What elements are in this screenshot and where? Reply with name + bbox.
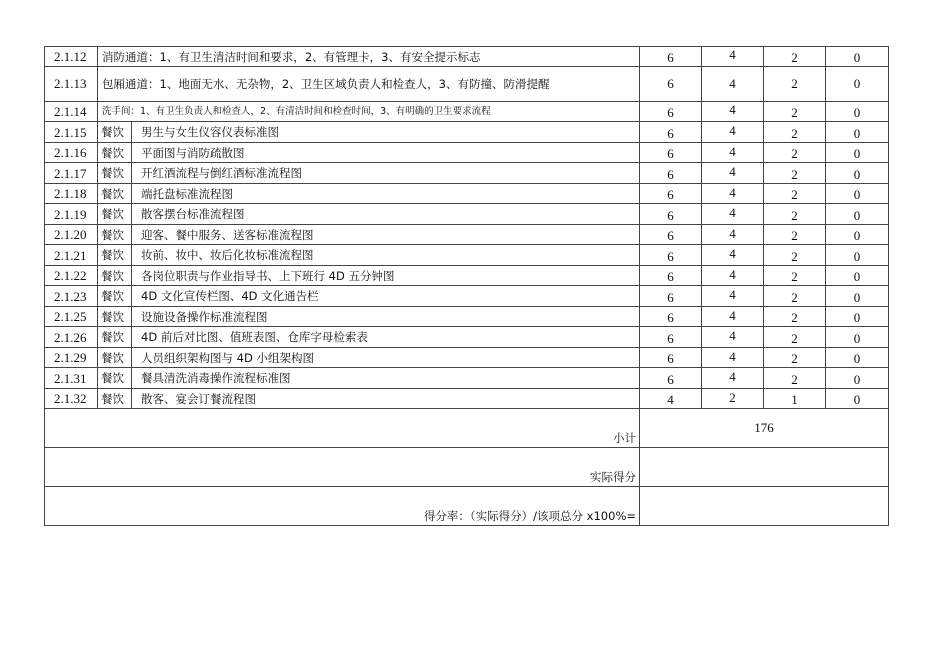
- subtotal-label: 小计: [45, 409, 640, 448]
- item-number: 2.1.20: [45, 225, 98, 245]
- score-option-1[interactable]: 6: [640, 67, 702, 102]
- item-description: 餐具清洗消毒操作流程标准图: [132, 368, 640, 389]
- actual-score-row: [45, 448, 889, 487]
- item-department: 餐饮: [98, 307, 132, 327]
- score-option-4[interactable]: 0: [826, 47, 889, 67]
- score-option-1[interactable]: 6: [640, 327, 702, 348]
- score-rate-row: [45, 487, 889, 526]
- item-department: 餐饮: [98, 143, 132, 163]
- item-number: 2.1.25: [45, 307, 98, 327]
- score-option-1[interactable]: 6: [640, 122, 702, 143]
- score-option-2[interactable]: 4: [702, 245, 764, 266]
- score-option-3[interactable]: 2: [764, 368, 826, 389]
- score-option-3[interactable]: 2: [764, 47, 826, 67]
- item-number: 2.1.15: [45, 122, 98, 143]
- item-description: 迎客、餐中服务、送客标准流程图: [132, 225, 640, 245]
- score-option-1[interactable]: 6: [640, 307, 702, 327]
- score-option-2[interactable]: 4: [702, 368, 764, 389]
- item-department: 餐饮: [98, 163, 132, 184]
- score-option-4[interactable]: 0: [826, 348, 889, 368]
- table-row: [45, 67, 889, 102]
- score-option-4[interactable]: 0: [826, 389, 889, 409]
- score-option-1[interactable]: 6: [640, 184, 702, 204]
- score-option-2[interactable]: 4: [702, 102, 764, 122]
- item-department: 餐饮: [98, 245, 132, 266]
- score-option-4[interactable]: 0: [826, 225, 889, 245]
- score-option-1[interactable]: 6: [640, 245, 702, 266]
- table-row: [45, 102, 889, 122]
- item-number: 2.1.14: [45, 102, 98, 122]
- score-option-3[interactable]: 2: [764, 102, 826, 122]
- score-option-4[interactable]: 0: [826, 67, 889, 102]
- score-option-1[interactable]: 6: [640, 266, 702, 286]
- subtotal-value: 176: [640, 409, 889, 448]
- score-option-4[interactable]: 0: [826, 266, 889, 286]
- score-option-3[interactable]: 2: [764, 348, 826, 368]
- score-option-1[interactable]: 6: [640, 348, 702, 368]
- score-option-2[interactable]: 4: [702, 204, 764, 225]
- table-row: [45, 266, 889, 286]
- score-option-3[interactable]: 2: [764, 143, 826, 163]
- table-body: [45, 47, 889, 409]
- score-option-4[interactable]: 0: [826, 368, 889, 389]
- item-number: 2.1.32: [45, 389, 98, 409]
- item-description: 妆前、妆中、妆后化妆标准流程图: [132, 245, 640, 266]
- score-option-1[interactable]: 4: [640, 389, 702, 409]
- score-option-3[interactable]: 2: [764, 245, 826, 266]
- table-row: [45, 47, 889, 67]
- item-department: 餐饮: [98, 327, 132, 348]
- score-option-3[interactable]: 2: [764, 225, 826, 245]
- score-option-3[interactable]: 2: [764, 122, 826, 143]
- table-row: [45, 184, 889, 204]
- item-department: 餐饮: [98, 389, 132, 409]
- score-rate-label: 得分率：（实际得分）/该项总分 x100%=: [45, 487, 640, 526]
- actual-score-label: 实际得分: [45, 448, 640, 487]
- score-option-2[interactable]: 4: [702, 286, 764, 307]
- score-option-3[interactable]: 2: [764, 286, 826, 307]
- score-option-4[interactable]: 0: [826, 327, 889, 348]
- item-number: 2.1.22: [45, 266, 98, 286]
- table-row: [45, 245, 889, 266]
- item-description: 散客、宴会订餐流程图: [132, 389, 640, 409]
- score-option-4[interactable]: 0: [826, 102, 889, 122]
- table-row: [45, 204, 889, 225]
- score-option-1[interactable]: 6: [640, 47, 702, 67]
- scoring-table: [44, 46, 889, 526]
- item-department: 餐饮: [98, 122, 132, 143]
- score-option-1[interactable]: 6: [640, 204, 702, 225]
- item-number: 2.1.12: [45, 47, 98, 67]
- score-option-4[interactable]: 0: [826, 184, 889, 204]
- score-option-2[interactable]: 4: [702, 225, 764, 245]
- subtotal-row: [45, 409, 889, 448]
- item-description: 平面图与消防疏散图: [132, 143, 640, 163]
- table-row: [45, 286, 889, 307]
- item-department: 餐饮: [98, 368, 132, 389]
- table-row: [45, 307, 889, 327]
- score-option-2[interactable]: 4: [702, 184, 764, 204]
- score-option-2[interactable]: 4: [702, 122, 764, 143]
- score-option-3[interactable]: 2: [764, 307, 826, 327]
- item-description: 设施设备操作标准流程图: [132, 307, 640, 327]
- table-row: [45, 389, 889, 409]
- score-option-1[interactable]: 6: [640, 102, 702, 122]
- summary-section: [45, 409, 889, 526]
- score-option-3[interactable]: 2: [764, 327, 826, 348]
- item-number: 2.1.31: [45, 368, 98, 389]
- item-number: 2.1.13: [45, 67, 98, 102]
- item-number: 2.1.21: [45, 245, 98, 266]
- item-department: 餐饮: [98, 184, 132, 204]
- score-option-2[interactable]: 4: [702, 307, 764, 327]
- table-row: [45, 327, 889, 348]
- table-row: [45, 163, 889, 184]
- item-number: 2.1.26: [45, 327, 98, 348]
- item-department: 餐饮: [98, 225, 132, 245]
- score-option-4[interactable]: 0: [826, 245, 889, 266]
- score-option-1[interactable]: 6: [640, 163, 702, 184]
- item-number: 2.1.29: [45, 348, 98, 368]
- score-option-3[interactable]: 2: [764, 163, 826, 184]
- item-description: 开红酒流程与倒红酒标准流程图: [132, 163, 640, 184]
- item-description: 洗手间：1、有卫生负责人和检查人，2、有清洁时间和检查时间，3、有明确的卫生要求流程: [98, 102, 640, 122]
- item-description: 消防通道：1、有卫生清洁时间和要求，2、有管理卡，3、有安全提示标志: [98, 47, 640, 67]
- item-department: 餐饮: [98, 348, 132, 368]
- score-option-4[interactable]: 0: [826, 307, 889, 327]
- item-number: 2.1.16: [45, 143, 98, 163]
- score-option-2[interactable]: 4: [702, 47, 764, 67]
- item-description: 4D 前后对比图、值班表图、仓库字母检索表: [132, 327, 640, 348]
- item-description: 男生与女生仪容仪表标准图: [132, 122, 640, 143]
- item-department: 餐饮: [98, 286, 132, 307]
- score-option-4[interactable]: 0: [826, 163, 889, 184]
- score-option-2[interactable]: 2: [702, 389, 764, 409]
- table-row: [45, 225, 889, 245]
- score-option-2[interactable]: 4: [702, 143, 764, 163]
- table-row: [45, 143, 889, 163]
- score-option-4[interactable]: 0: [826, 143, 889, 163]
- score-option-1[interactable]: 6: [640, 368, 702, 389]
- score-rate-value[interactable]: [640, 487, 889, 526]
- item-number: 2.1.19: [45, 204, 98, 225]
- score-option-1[interactable]: 6: [640, 225, 702, 245]
- item-description: 人员组织架构图与 4D 小组架构图: [132, 348, 640, 368]
- item-description: 4D 文化宣传栏图、4D 文化通告栏: [132, 286, 640, 307]
- score-option-2[interactable]: 4: [702, 67, 764, 102]
- score-option-2[interactable]: 4: [702, 163, 764, 184]
- score-option-1[interactable]: 6: [640, 286, 702, 307]
- item-number: 2.1.23: [45, 286, 98, 307]
- score-option-3[interactable]: 1: [764, 389, 826, 409]
- score-option-3[interactable]: 2: [764, 67, 826, 102]
- score-option-3[interactable]: 2: [764, 184, 826, 204]
- score-option-4[interactable]: 0: [826, 122, 889, 143]
- table-row: [45, 348, 889, 368]
- item-number: 2.1.17: [45, 163, 98, 184]
- score-option-3[interactable]: 2: [764, 266, 826, 286]
- item-department: 餐饮: [98, 204, 132, 225]
- actual-score-value[interactable]: [640, 448, 889, 487]
- score-option-3[interactable]: 2: [764, 204, 826, 225]
- score-option-2[interactable]: 4: [702, 348, 764, 368]
- item-description: 包厢通道：1、地面无水、无杂物，2、卫生区域负责人和检查人，3、有防撞、防滑提醒: [98, 67, 640, 102]
- table-row: [45, 368, 889, 389]
- item-description: 各岗位职责与作业指导书、上下班行 4D 五分钟图: [132, 266, 640, 286]
- score-option-1[interactable]: 6: [640, 143, 702, 163]
- score-option-4[interactable]: 0: [826, 204, 889, 225]
- item-description: 散客摆台标准流程图: [132, 204, 640, 225]
- item-description: 端托盘标准流程图: [132, 184, 640, 204]
- item-number: 2.1.18: [45, 184, 98, 204]
- table-row: [45, 122, 889, 143]
- score-option-2[interactable]: 4: [702, 266, 764, 286]
- score-option-2[interactable]: 4: [702, 327, 764, 348]
- item-department: 餐饮: [98, 266, 132, 286]
- score-option-4[interactable]: 0: [826, 286, 889, 307]
